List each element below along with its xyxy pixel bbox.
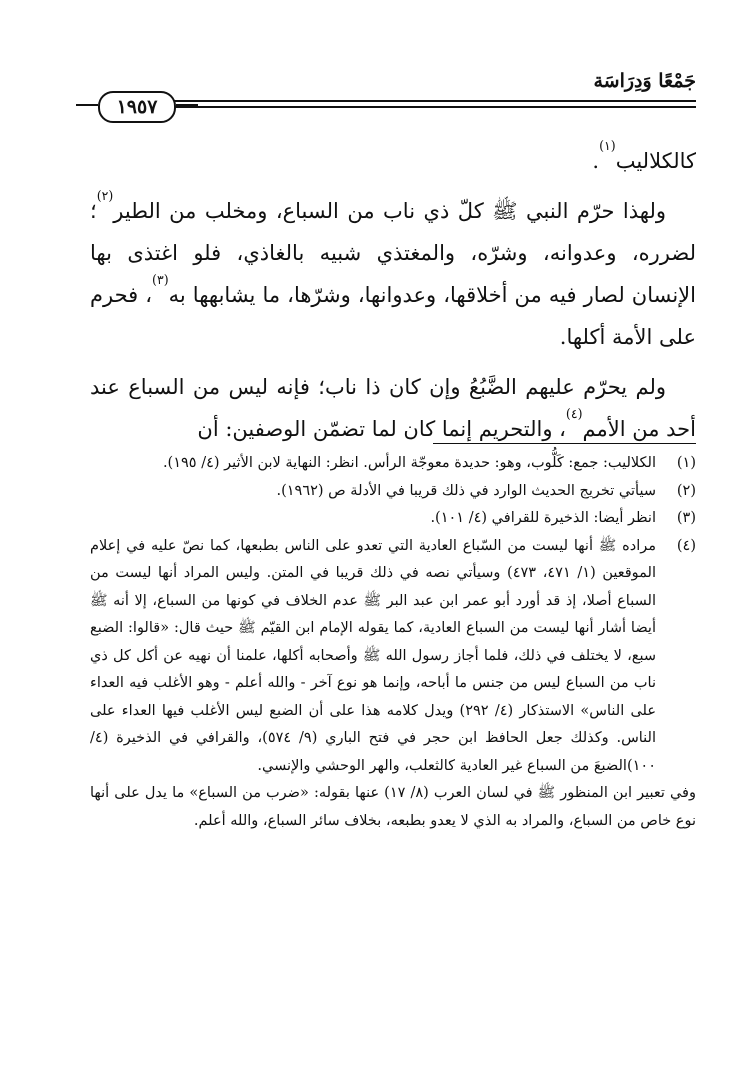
- header-rule-bottom: [174, 106, 696, 108]
- footnote-4-continuation: وفي تعبير ابن المنظور ﷺ في لسان العرب (٨/ ١٧) عنها بقوله: «ضرب من السباع» ما يدل على أنها نوع خاص من السباع، والمراد به الذي لا يعدو بطبعه، بخلاف سائر السباع، والله أعلم.: [90, 785, 696, 829]
- paragraph-3-text-b: ، والتحريم إنما كان لما تضمّن الوصفين: أن: [197, 417, 566, 441]
- footnote-4: [90, 533, 696, 781]
- paragraph-1-text: كالكلاليب: [615, 149, 696, 173]
- header-rule-top: [174, 100, 696, 102]
- footnote-ref-4[interactable]: (٤): [565, 406, 583, 421]
- footnote-ref-1[interactable]: (١): [599, 138, 616, 153]
- page-number: ١٩٥٧: [98, 91, 176, 123]
- footnotes: [90, 450, 696, 835]
- footnote-1: [90, 450, 696, 478]
- footnote-2-text: سيأتي تخريج الحديث الوارد في ذلك قريبا في الأدلة ص (١٩٦٢).: [276, 482, 656, 499]
- paragraph-3: [90, 366, 696, 450]
- paragraph-2-text-b: ؛ لضرره، وعدوانه، وشرّه، والمغتذي شبيه بالغاذي، فلو اغتذى بها الإنسان لصار فيه من أخلاقها، وعدوانها، وشرّها، ما يشابهها به: [90, 199, 696, 307]
- footnote-2-number: (٢): [676, 482, 696, 499]
- paragraph-2-text-c: ، فحرم على الأمة أكلها.: [90, 283, 696, 349]
- footnote-separator: [433, 443, 696, 444]
- footnote-3-number: (٣): [676, 510, 696, 526]
- footnote-1-number: (١): [676, 455, 696, 471]
- footnote-2: [90, 478, 696, 506]
- running-header: [88, 60, 696, 130]
- paragraph-1: [90, 140, 696, 182]
- footnote-4-text: مراده ﷺ أنها ليست من السّباع العادية التي تعدو على الناس بطبعها، كما نصّ عليه في إعلام الموقعين (١/ ٤٧١، ٤٧٣) وسيأتي نصه في ذلك قريبا في المتن. وليس المراد أنها ليست من السباع أصلا، إذ قد أورد أبو عمر ابن عبد البر ﷺ عدم الخلاف في كونها من السباع، إلا أنه ﷺ أيضا أشار أنها ليست من السباع العادية، كما يقوله الإمام ابن القيّم ﷺ حيث قال: «قالوا: الضبع سبع، لا يختلف في ذلك، فلما أجاز رسول الله ﷺ وأصحابه أكلها، علمنا أن نهيه عن أكل كل ذي ناب من السباع ليس من جنس ما أباحه، وإنما هو نوع آخر - والله أعلم - وهو الأغلب فيه العداء على الناس» الاستذكار (٤/ ٢٩٢) ويدل كلامه هذا على أن الضبع ليس الأغلب فيها العداء على الناس. وكذلك جعل الحافظ ابن حجر في فتح الباري (٩/ ٥٧٤)، والقرافي في الذخيرة (٤/ ١٠٠)الضبعَ من السباع غير العادية كالثعلب، والهر الوحشي والإنسي.: [90, 537, 657, 774]
- main-text: [90, 140, 696, 450]
- paragraph-1-end: .: [592, 149, 600, 173]
- footnote-ref-2[interactable]: (٢): [96, 188, 114, 203]
- paragraph-3-text-a: ولم يحرّم عليهم الضَّبُعُ وإن كان ذا ناب؛ فإنه ليس من السباع عند أحد من الأمم: [90, 375, 696, 441]
- footnote-4-number: (٤): [676, 537, 696, 554]
- paragraph-2-text-a: ولهذا حرّم النبي ﷺ كلّ ذي ناب من السباع، ومخلب من الطير: [113, 199, 666, 223]
- paragraph-2: [90, 190, 696, 358]
- footnote-3-text: انظر أيضا: الذخيرة للقرافي (٤/ ١٠١).: [430, 510, 656, 526]
- running-title: جَمْعًا وَدِرَاسَة: [593, 70, 696, 92]
- footnote-ref-3[interactable]: (٣): [152, 272, 169, 287]
- footnote-3: [90, 505, 696, 533]
- footnote-1-text: الكلاليب: جمع: كَلُّوب، وهو: حديدة معوجّة الرأس. انظر: النهاية لابن الأثير (٤/ ١٩٥).: [162, 455, 656, 471]
